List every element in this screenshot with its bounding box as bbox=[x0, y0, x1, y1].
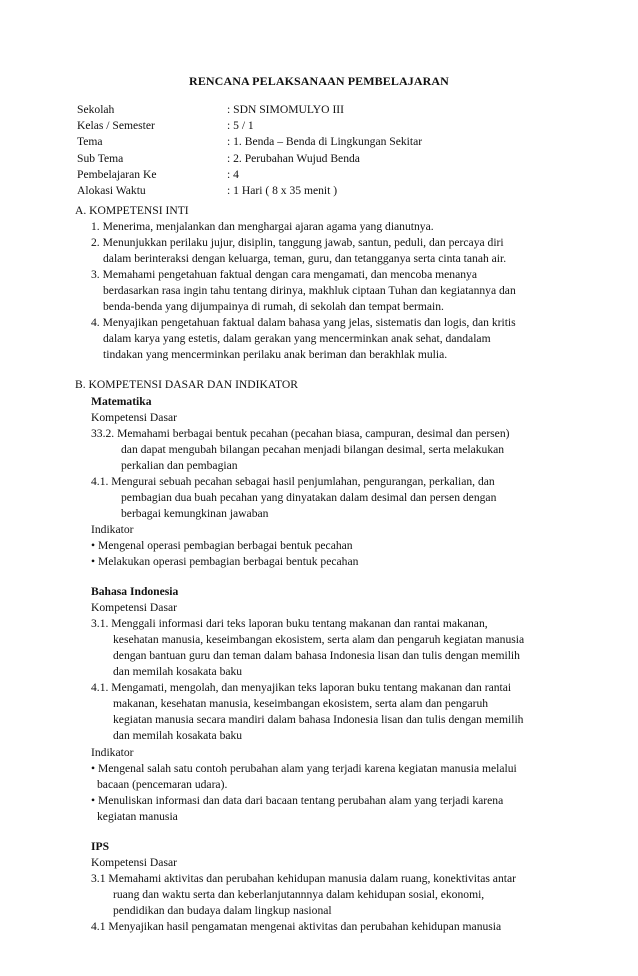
competency-line: dalam karya yang estetis, dalam gerakan yang mencerminkan anak sehat, dandalam bbox=[103, 332, 491, 346]
spacer bbox=[75, 570, 555, 584]
identity-table bbox=[77, 102, 422, 199]
competency-line: 3.1 Memahami aktivitas dan perubahan kehidupan manusia dalam ruang, konektivitas antar bbox=[91, 871, 516, 885]
competency-line: • Menuliskan informasi dan data dari bacaan tentang perubahan alam yang terjadi karena bbox=[91, 793, 504, 807]
competency-line: Indikator bbox=[91, 745, 134, 759]
competency-line: 3. Memahami pengetahuan faktual dengan cara mengamati, dan mencoba menanya bbox=[91, 268, 477, 282]
competency-line: kegiatan manusia bbox=[97, 809, 178, 823]
identity-label: Sub Tema bbox=[77, 151, 124, 165]
section-heading: A. KOMPETENSI INTI bbox=[75, 204, 189, 217]
competency-line: • Melakukan operasi pembagian berbagai bentuk pecahan bbox=[91, 554, 359, 568]
identity-label: Alokasi Waktu bbox=[77, 184, 146, 198]
identity-value: : 1. Benda – Benda di Lingkungan Sekitar bbox=[227, 135, 423, 149]
competency-line: 33.2. Memahami berbagai bentuk pecahan (pecahan biasa, campuran, desimal dan persen) bbox=[91, 426, 510, 440]
document-body bbox=[75, 203, 555, 935]
document-title: RENCANA PELAKSANAAN PEMBELAJARAN bbox=[189, 74, 449, 88]
competency-line: tindakan yang mencerminkan perilaku anak beriman dan berakhlak mulia. bbox=[103, 348, 448, 362]
identity-row bbox=[77, 102, 422, 118]
identity-label: Tema bbox=[77, 135, 103, 149]
competency-line: dan dapat mengubah bilangan pecahan menjadi bilangan desimal, serta melakukan bbox=[121, 442, 505, 456]
identity-value: : 1 Hari ( 8 x 35 menit ) bbox=[227, 184, 338, 198]
spacer bbox=[75, 363, 555, 377]
identity-label: Kelas / Semester bbox=[77, 119, 155, 133]
competency-line: dan memilah kosakata baku bbox=[113, 729, 243, 743]
competency-line: Indikator bbox=[91, 522, 134, 536]
identity-label: Sekolah bbox=[77, 103, 115, 116]
competency-line: Kompetensi Dasar bbox=[91, 410, 177, 424]
competency-line: dan memilah kosakata baku bbox=[113, 665, 243, 679]
competency-line: 4. Menyajikan pengetahuan faktual dalam bahasa yang jelas, sistematis dan logis, dan kritis bbox=[91, 316, 516, 330]
competency-line: 4.1. Mengurai sebuah pecahan sebagai hasil penjumlahan, pengurangan, perkalian, dan bbox=[91, 474, 495, 488]
identity-value: : 2. Perubahan Wujud Benda bbox=[227, 151, 360, 165]
identity-row bbox=[77, 118, 422, 134]
competency-line: makanan, kesehatan manusia, keseimbangan ekosistem, serta alam dan pengaruh bbox=[113, 697, 489, 711]
competency-line: Kompetensi Dasar bbox=[91, 601, 177, 615]
identity-row bbox=[77, 167, 422, 183]
identity-row bbox=[77, 183, 422, 199]
competency-line: 2. Menunjukkan perilaku jujur, disiplin, tanggung jawab, santun, peduli, dan percaya diri bbox=[91, 236, 504, 250]
competency-line: perkalian dan pembagian bbox=[121, 458, 238, 472]
identity-row bbox=[77, 151, 422, 167]
identity-value: : SDN SIMOMULYO III bbox=[227, 103, 345, 116]
identity-row bbox=[77, 134, 422, 150]
identity-label: Pembelajaran Ke bbox=[77, 167, 157, 181]
competency-line: 4.1 Menyajikan hasil pengamatan mengenai aktivitas dan perubahan kehidupan manusia bbox=[91, 919, 502, 933]
competency-line: pembagian dua buah pecahan yang dinyatakan dalam desimal dan persen dengan bbox=[121, 490, 497, 504]
competency-line: • Mengenal salah satu contoh perubahan alam yang terjadi karena kegiatan manusia melalui bbox=[91, 761, 517, 775]
spacer bbox=[75, 825, 555, 839]
competency-line: bacaan (pencemaran udara). bbox=[97, 777, 228, 791]
competency-line: pendidikan dan budaya dalam lingkup nasional bbox=[113, 903, 332, 917]
competency-line: benda-benda yang dijumpainya di rumah, di sekolah dan tempat bermain. bbox=[103, 300, 444, 314]
subject-heading: Bahasa Indonesia bbox=[91, 585, 179, 599]
competency-line: ruang dan waktu serta dan keberlanjutannnya dalam kehidupan sosial, ekonomi, bbox=[113, 887, 485, 901]
section-heading: B. KOMPETENSI DASAR DAN INDIKATOR bbox=[75, 378, 298, 392]
competency-line: berdasarkan rasa ingin tahu tentang dirinya, makhluk ciptaan Tuhan dan kegiatannya dan bbox=[103, 284, 516, 298]
subject-heading: IPS bbox=[91, 839, 110, 853]
competency-line: 4.1. Mengamati, mengolah, dan menyajikan teks laporan buku tentang makanan dan rantai bbox=[91, 681, 512, 695]
competency-line: 1. Menerima, menjalankan dan menghargai ajaran agama yang dianutnya. bbox=[91, 220, 434, 234]
identity-value: : 4 bbox=[227, 167, 239, 181]
competency-line: kegiatan manusia secara mandiri dalam bahasa Indonesia lisan dan tulis dengan memilih bbox=[113, 713, 524, 727]
competency-line: berbagai kemungkinan jawaban bbox=[121, 506, 269, 520]
competency-line: dalam berinteraksi dengan keluarga, teman, guru, dan tetangganya serta cinta tanah air. bbox=[103, 252, 507, 266]
competency-line: Kompetensi Dasar bbox=[91, 855, 177, 869]
subject-heading: Matematika bbox=[91, 394, 152, 408]
competency-line: dengan bantuan guru dan teman dalam bahasa Indonesia lisan dan tulis dengan memilih bbox=[113, 649, 520, 663]
competency-line: kesehatan manusia, keseimbangan ekosistem, serta alam dan pengaruh kegiatan manusia bbox=[113, 633, 525, 647]
identity-value: : 5 / 1 bbox=[227, 119, 254, 133]
competency-line: • Mengenal operasi pembagian berbagai bentuk pecahan bbox=[91, 538, 353, 552]
competency-line: 3.1. Menggali informasi dari teks laporan buku tentang makanan dan rantai makanan, bbox=[91, 617, 488, 631]
